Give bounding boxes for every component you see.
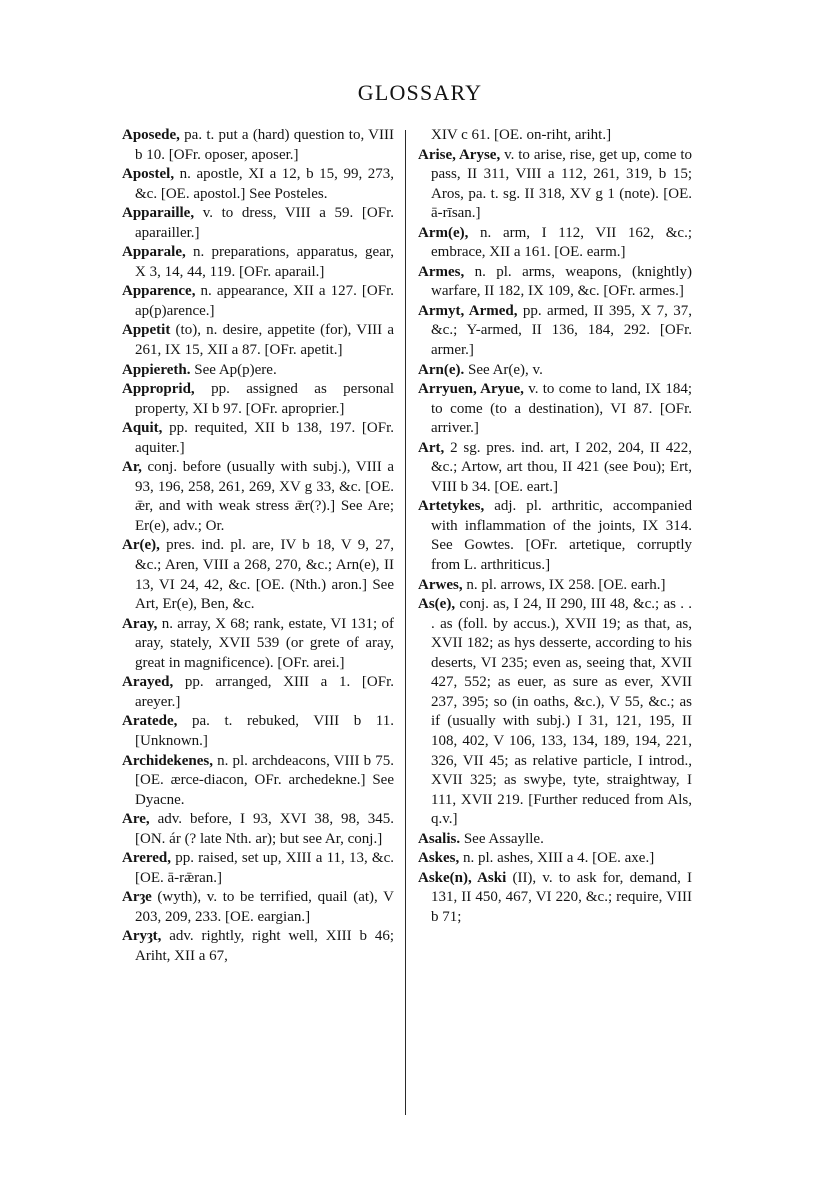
entry-definition: pres. ind. pl. are, IV b 18, V 9, 27, &c.; Aren, VIII a 268, 270, &c.; Arn(e), II 13, VI 24, 42, &c. [OE. (Nth.) aron.] See Art, Er(e), Ben, &c. [135, 537, 394, 613]
entry-definition: n. pl. ashes, XIII a 4. [OE. axe.] [459, 850, 655, 867]
glossary-entry [418, 869, 692, 928]
entry-headword: Aryȝt, [122, 928, 162, 945]
glossary-entry [122, 752, 394, 811]
entry-headword: Archidekenes, [122, 752, 213, 769]
glossary-entry [122, 419, 394, 458]
glossary-entry [122, 126, 394, 165]
entry-definition: See Assaylle. [460, 830, 544, 847]
page-title: GLOSSARY [357, 80, 483, 105]
entry-definition: See Ap(p)ere. [190, 361, 277, 378]
entry-definition: conj. as, I 24, II 290, III 48, &c.; as . . . as (foll. by accus.), XVII 19; as that, as, XVII 182; as hys desserte, according to his deserts, VI 235; even as, seeing that, XVII 427, 552; as euer, as sure as ever, XVII 237, 395; so (in oaths, &c.), V 55, &c.; as if (usually with subj.) I 31, 121, 195, II 108, 402, V 106, 133, 134, 189, 194, 221, 326, VII 45; as relative particle, I introd., XVII 325; as swyþe, tyte, straightway, I 111, XVII 219. [Further reduced from Als, q.v.] [431, 596, 692, 828]
glossary-entry [418, 146, 692, 224]
entry-definition: n. pl. arms, weapons, (knightly) warfare, II 182, IX 109, &c. [OFr. armes.] [431, 263, 692, 300]
glossary-entry [122, 243, 394, 282]
glossary-entry [418, 263, 692, 302]
entry-headword: Approprid, [122, 381, 195, 398]
glossary-entry [418, 849, 692, 869]
entry-definition: n. arm, I 112, VII 162, &c.; embrace, XII a 161. [OE. earm.] [431, 224, 692, 261]
entry-headword: Apparale, [122, 244, 186, 261]
glossary-entry [122, 204, 394, 243]
entry-definition: pa. t. put a (hard) question to, VIII b 10. [OFr. oposer, aposer.] [135, 127, 394, 163]
entry-definition: n. pl. arrows, IX 258. [OE. earh.] [462, 576, 666, 593]
column-divider [405, 130, 406, 1115]
entry-headword: Apparence, [122, 283, 196, 300]
glossary-entry [418, 576, 692, 596]
entry-definition: adj. pl. arthritic, accompanied with inflammation of the joints, IX 314. See Gowtes. [OFr. artetique, corruptly from L. arthriticus.] [431, 498, 692, 574]
entry-definition: n. appearance, XII a 127. [OFr. ap(p)arence.] [135, 283, 394, 319]
glossary-entry [418, 380, 692, 439]
entry-headword: Armes, [418, 263, 465, 280]
glossary-entry [122, 927, 394, 966]
glossary-entry [122, 282, 394, 321]
glossary-entry [122, 536, 394, 614]
entry-definition: See Ar(e), v. [464, 361, 543, 378]
entry-headword: Askes, [418, 850, 460, 867]
glossary-entry [122, 361, 394, 381]
entry-definition: n. array, X 68; rank, estate, VI 131; of aray, stately, XVII 539 (or grete of aray, great in magnificence). [OFr. arei.] [135, 615, 394, 671]
entry-definition: adv. before, I 93, XVI 38, 98, 345. [ON. ár (? late Nth. ar); but see Ar, conj.] [135, 811, 394, 847]
entry-headword: Apparaille, [122, 205, 195, 222]
entry-definition: adv. rightly, right well, XIII b 46; Ariht, XII a 67, [135, 928, 394, 964]
entry-headword: Arwes, [418, 576, 463, 593]
entry-headword: Appiereth. [122, 361, 191, 378]
glossary-entry [122, 673, 394, 712]
glossary-entry [122, 380, 394, 419]
glossary-entry [418, 302, 692, 361]
entry-headword: Arise, Aryse, [418, 146, 501, 163]
glossary-entry [122, 810, 394, 849]
glossary-entry [122, 615, 394, 674]
entry-headword: Asalis. [418, 830, 461, 847]
entry-headword: Aske(n), Aski [418, 869, 507, 886]
glossary-column-right [418, 126, 692, 927]
entry-definition: 2 sg. pres. ind. art, I 202, 204, II 422, &c.; Artow, art thou, II 421 (see Þou); Ert, VIII b 34. [OE. eart.] [431, 439, 692, 495]
glossary-entry [122, 712, 394, 751]
entry-headword: Artetykes, [418, 498, 485, 515]
glossary-column-left [122, 126, 394, 967]
entry-definition: pp. raised, set up, XIII a 11, 13, &c. [OE. ā-rǣran.] [135, 850, 394, 886]
entry-definition: v. to come to land, IX 184; to come (to a destination), VI 87. [OFr. arriver.] [431, 381, 693, 437]
glossary-entry [418, 224, 692, 263]
entry-headword: Armyt, Armed, [418, 302, 518, 319]
entry-headword: Arryuen, Aryue, [418, 381, 524, 398]
entry-definition: pp. arranged, XIII a 1. [OFr. areyer.] [135, 674, 394, 710]
entry-headword: Aposede, [122, 127, 180, 143]
glossary-entry [122, 888, 394, 927]
entry-definition: pp. armed, II 395, X 7, 37, &c.; Y-armed, II 136, 184, 292. [OFr. armer.] [431, 302, 692, 359]
entry-definition: n. pl. archdeacons, VIII b 75. [OE. ærce-diacon, OFr. archedekne.] See Dyacne. [135, 752, 394, 808]
entry-definition: (II), v. to ask for, demand, I 131, II 450, 467, VI 220, &c.; require, VIII b 71; [431, 869, 692, 925]
entry-definition: conj. before (usually with subj.), VIII a 93, 196, 258, 261, 269, XV g 33, &c. [OE. ǣr, and with weak stress ǣr(?).] See Are; Er(e), adv.; Or. [135, 459, 394, 534]
entry-headword: Apostel, [122, 166, 175, 183]
entry-headword: Arered, [122, 850, 172, 867]
glossary-entry [418, 497, 692, 575]
entry-headword: Aray, [122, 615, 158, 632]
glossary-entry [418, 126, 692, 146]
glossary-entry [122, 849, 394, 888]
entry-headword: Are, [122, 811, 150, 828]
glossary-entry [122, 458, 394, 536]
glossary-entry [418, 595, 692, 830]
entry-headword: Arayed, [122, 674, 174, 691]
entry-definition: (to), n. desire, appetite (for), VIII a 261, IX 15, XII a 87. [OFr. apetit.] [135, 322, 394, 359]
entry-definition: (wyth), v. to be terrified, quail (at), V 203, 209, 233. [OE. eargian.] [135, 889, 394, 925]
entry-definition: v. to dress, VIII a 59. [OFr. aparailler.] [135, 205, 394, 241]
entry-definition: pp. assigned as personal property, XI b 97. [OFr. aproprier.] [135, 381, 394, 417]
entry-headword: Ar, [122, 459, 142, 476]
glossary-entry [418, 830, 692, 850]
entry-definition: pp. requited, XII b 138, 197. [OFr. aquiter.] [135, 420, 394, 456]
entry-definition: v. to arise, rise, get up, come to pass, II 311, VIII a 112, 261, 319, b 15; Aros, pa. t. sg. II 318, XV g 1 (note). [OE. ā-rīsan.] [431, 146, 692, 222]
entry-definition: n. preparations, apparatus, gear, X 3, 14, 44, 119. [OFr. aparail.] [135, 244, 394, 280]
glossary-entry [418, 439, 692, 498]
entry-definition: XIV c 61. [OE. on-riht, ariht.] [431, 127, 612, 143]
entry-definition: n. apostle, XI a 12, b 15, 99, 273, &c. [OE. apostol.] See Posteles. [135, 166, 394, 202]
entry-headword: Art, [418, 439, 445, 456]
entry-headword: Appetit [122, 322, 171, 339]
entry-headword: Aratede, [122, 713, 178, 730]
entry-headword: Arȝe [122, 889, 152, 906]
glossary-entry [418, 361, 692, 381]
entry-definition: pa. t. rebuked, VIII b 11. [Unknown.] [135, 713, 394, 749]
glossary-entry [122, 321, 394, 360]
entry-headword: Arn(e). [418, 361, 465, 378]
entry-headword: Aquit, [122, 420, 163, 437]
entry-headword: As(e), [418, 596, 456, 613]
entry-headword: Arm(e), [418, 224, 469, 241]
glossary-entry [122, 165, 394, 204]
entry-headword: Ar(e), [122, 537, 160, 554]
